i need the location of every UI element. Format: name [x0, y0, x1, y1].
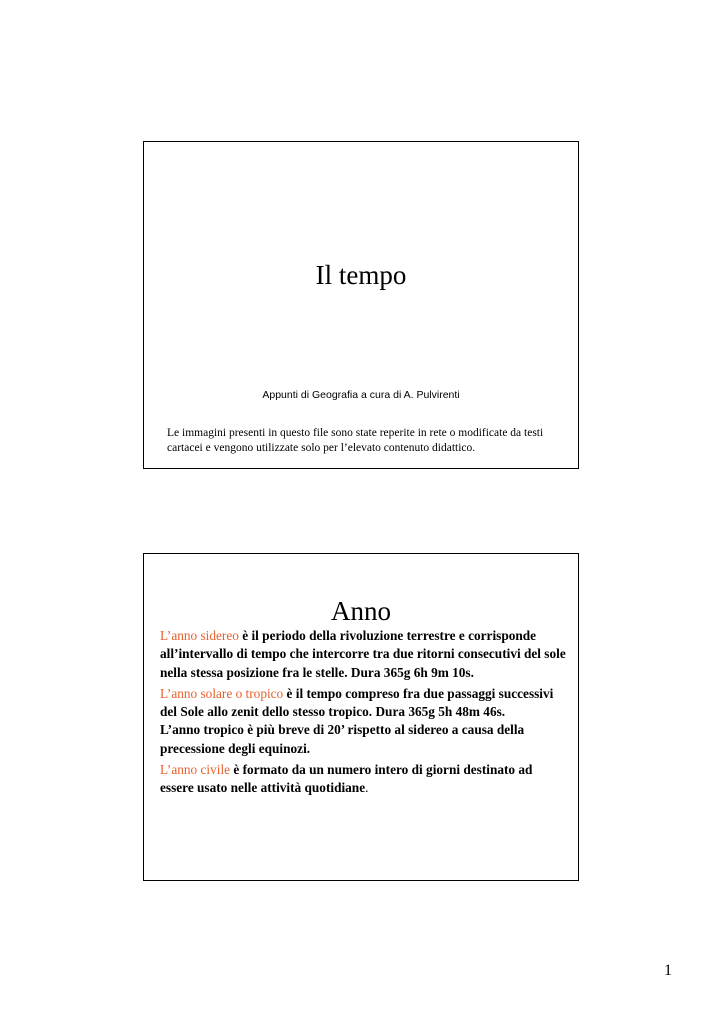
paragraph-text: è il tempo compreso fra due passaggi successivi del Sole allo zenit dello stesso tropico. Dura 365g 5h 48m 46s. — [160, 685, 554, 720]
paragraph-anno-sidereo — [160, 627, 568, 682]
paragraph-anno-solare — [160, 685, 568, 722]
paragraph-text: è il periodo della rivoluzione terrestre e corrisponde all’intervallo di tempo che intercorre tra due ritorni consecutivi del sole nella stessa posizione fra le stelle. Dura 365g 6h 9m 10s. — [160, 628, 566, 680]
image-disclaimer: Le immagini presenti in questo file sono state reperite in rete o modificate da testi cartacei e vengono utilizzate solo per l’elevato contenuto didattico. — [167, 427, 544, 454]
term-anno-sidereo: L’anno sidereo — [160, 628, 239, 643]
paragraph-end-period: . — [365, 780, 369, 796]
paragraph-text: è formato da un numero intero di giorni destinato ad essere usato nelle attività quotidiane — [160, 762, 533, 796]
slide-title — [143, 141, 579, 469]
paragraph-anno-tropico: L’anno tropico è più breve di 20’ rispetto al sidereo a causa della precessione degli equinozi. — [160, 722, 525, 756]
slide-anno-heading: Anno — [331, 596, 391, 626]
term-anno-solare: L’anno solare o tropico — [160, 685, 284, 701]
slide-title-heading: Il tempo — [315, 260, 407, 290]
slide-subtitle: Appunti di Geografia a cura di A. Pulvirenti — [262, 389, 460, 401]
term-anno-civile: L’anno civile — [160, 762, 231, 778]
slide-anno-body — [160, 627, 568, 798]
page-number: 1 — [664, 962, 672, 979]
slide-anno — [143, 553, 579, 881]
paragraph-anno-civile — [160, 761, 568, 798]
